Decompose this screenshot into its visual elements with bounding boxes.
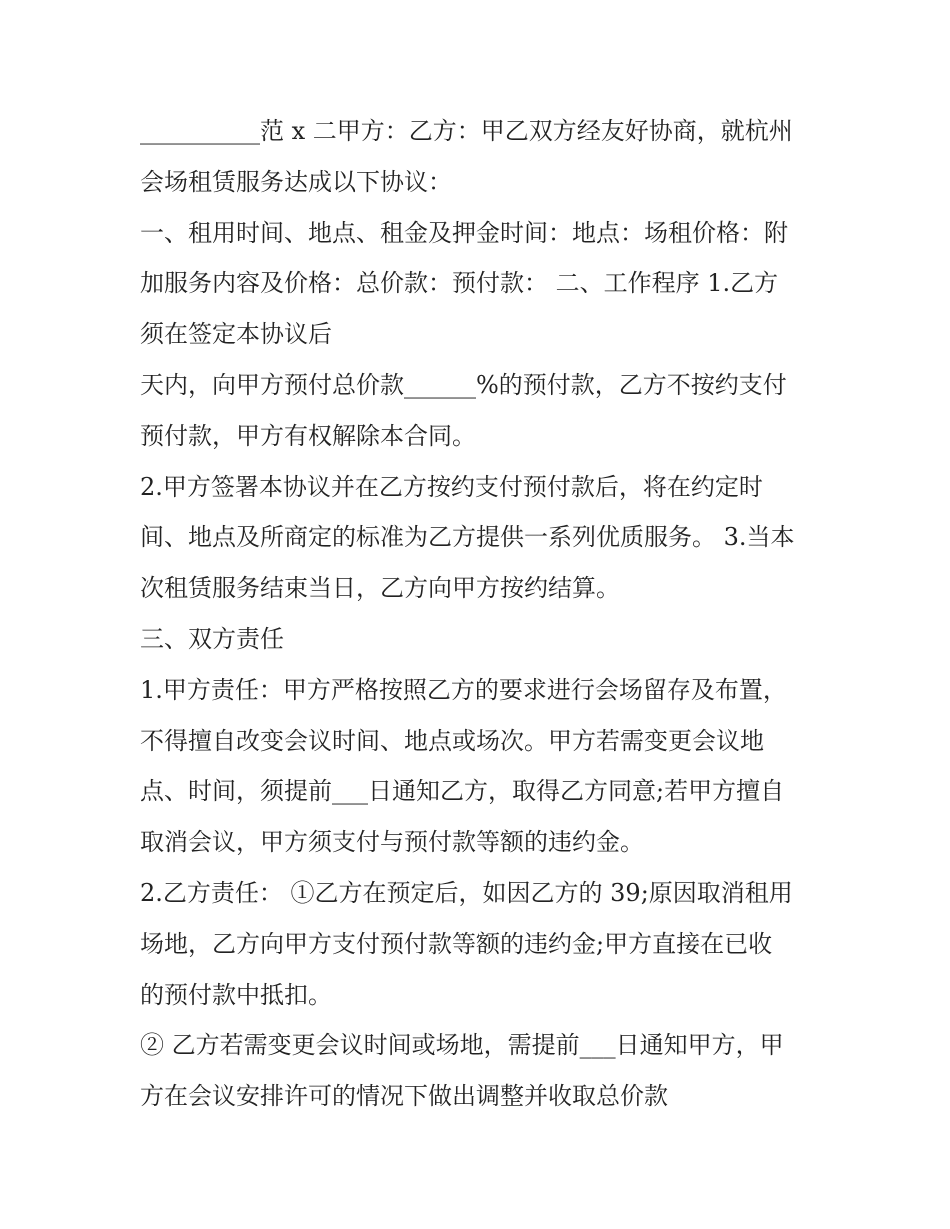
text-line: 间、地点及所商定的标准为乙方提供一系列优质服务。 3.当本 [140,523,795,552]
text-line: 2.甲方签署本协议并在乙方按约支付预付款后，将在约定时 [140,472,763,501]
text-line: 点、时间，须提前___日通知乙方，取得乙方同意;若甲方擅自 [140,777,785,806]
text-line: 三、双方责任 [140,624,284,653]
document-body [140,106,820,1122]
text-line: 天内，向甲方预付总价款______%的预付款，乙方不按约支付 [140,370,787,399]
text-line: 加服务内容及价格：总价款：预付款： 二、工作程序 1.乙方 [140,269,779,298]
text-line: 会场租赁服务达成以下协议： [140,167,452,196]
text-line: 取消会议，甲方须支付与预付款等额的违约金。 [140,828,644,857]
text-line: 次租赁服务结束当日，乙方向甲方按约结算。 [140,574,620,603]
text-line: 方在会议安排许可的情况下做出调整并收取总价款 [140,1082,668,1111]
text-line: ② 乙方若需变更会议时间或场地，需提前___日通知甲方，甲 [140,1031,784,1060]
text-line: __________范 x 二甲方：乙方：甲乙双方经友好协商，就杭州 [140,117,793,145]
text-line: 一、租用时间、地点、租金及押金时间：地点：场租价格：附 [140,218,788,247]
text-line: 2.乙方责任： ①乙方在预定后，如因乙方的 39;原因取消租用 [140,878,793,907]
text-line: 预付款，甲方有权解除本合同。 [140,421,476,450]
text-line: 不得擅自改变会议时间、地点或场次。甲方若需变更会议地 [140,726,764,755]
text-line: 的预付款中抵扣。 [140,980,332,1009]
text-line: 须在签定本协议后 [140,320,332,349]
text-line: 场地，乙方向甲方支付预付款等额的违约金;甲方直接在已收 [140,929,773,958]
text-line: 1.甲方责任：甲方严格按照乙方的要求进行会场留存及布置， [140,675,787,704]
